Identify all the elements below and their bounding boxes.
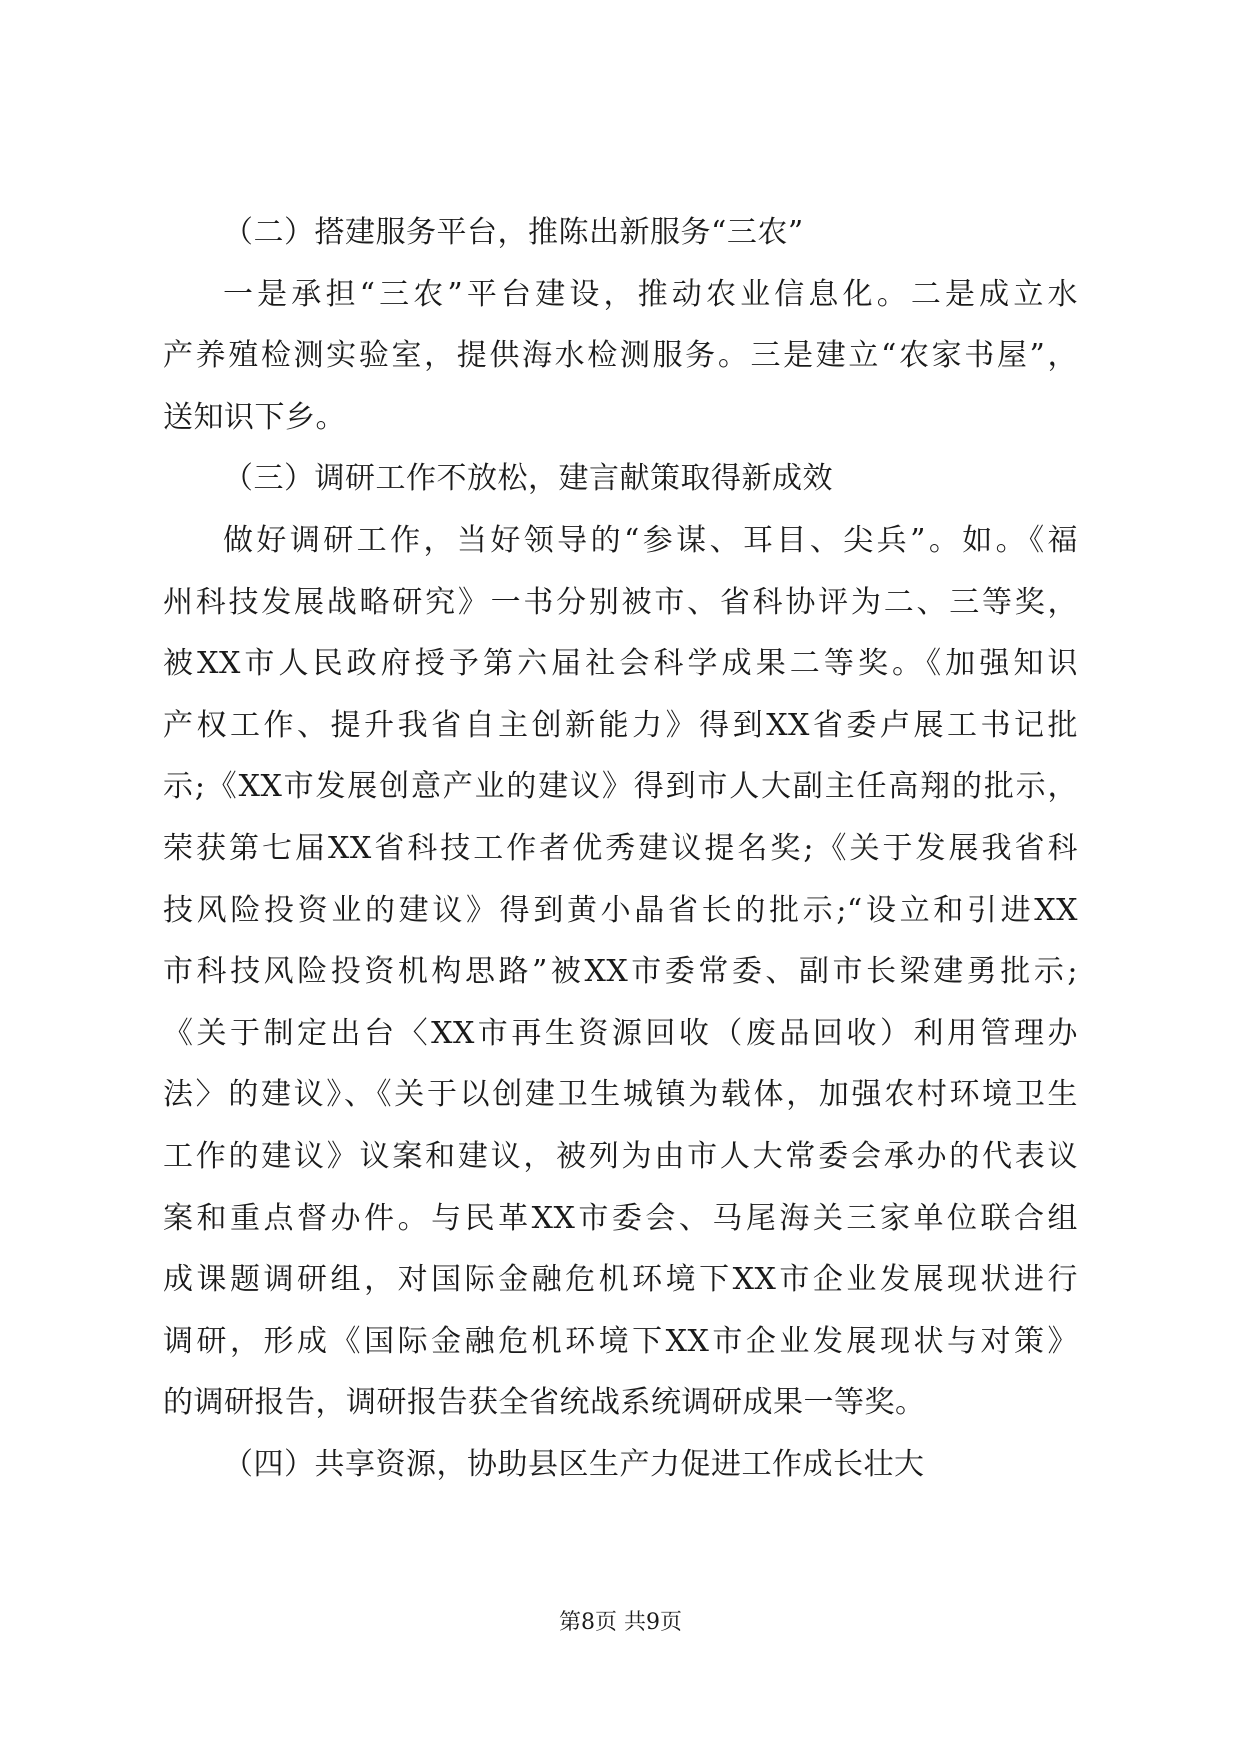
section-heading-2: （二）搭建服务平台，推陈出新服务“三农” xyxy=(223,215,804,250)
paragraph-line: 送知识下乡。 xyxy=(163,399,346,435)
paragraph-line: 《关于制定出台〈XX市再生资源回收（废品回收）利用管理办 xyxy=(163,1015,1078,1051)
paragraph-line: 产养殖检测实验室，提供海水检测服务。三是建立“农家书屋”， xyxy=(163,338,1078,374)
section-heading-3: （三）调研工作不放松，建言献策取得新成效 xyxy=(223,461,833,497)
paragraph-line: 一是承担“三农”平台建设，推动农业信息化。二是成立水 xyxy=(223,276,1078,312)
paragraph-line: 示;《XX市发展创意产业的建议》得到市人大副主任高翔的批示， xyxy=(163,769,1078,805)
paragraph-line: 州科技发展战略研究》一书分别被市、省科协评为二、三等奖， xyxy=(163,584,1078,620)
paragraph-line: 市科技风险投资机构思路”被XX市委常委、副市长梁建勇批示; xyxy=(163,954,1078,990)
paragraph-line: 调研，形成《国际金融危机环境下XX市企业发展现状与对策》 xyxy=(163,1323,1078,1359)
paragraph-line: 成课题调研组，对国际金融危机环境下XX市企业发展现状进行 xyxy=(163,1262,1078,1298)
paragraph-line: 法〉的建议》、《关于以创建卫生城镇为载体，加强农村环境卫生 xyxy=(163,1077,1078,1113)
paragraph-line: 产权工作、提升我省自主创新能力》得到XX省委卢展工书记批 xyxy=(163,707,1078,743)
paragraph-line: 案和重点督办件。与民革XX市委会、马尾海关三家单位联合组 xyxy=(163,1200,1078,1236)
paragraph-line: 被XX市人民政府授予第六届社会科学成果二等奖。《加强知识 xyxy=(163,646,1078,682)
paragraph-line: 工作的建议》议案和建议，被列为由市人大常委会承办的代表议 xyxy=(163,1138,1078,1174)
section-heading-4: （四）共享资源，协助县区生产力促进工作成长壮大 xyxy=(223,1446,925,1482)
paragraph-line: 做好调研工作，当好领导的“参谋、耳目、尖兵”。如。《福 xyxy=(223,522,1078,558)
document-body xyxy=(163,202,1078,1495)
paragraph-line: 荣获第七届XX省科技工作者优秀建议提名奖;《关于发展我省科 xyxy=(163,830,1078,866)
page-number-footer: 第8页 共9页 xyxy=(559,1610,682,1635)
paragraph-line: 技风险投资业的建议》得到黄小晶省长的批示;“设立和引进XX xyxy=(163,892,1078,928)
paragraph-line: 的调研报告，调研报告获全省统战系统调研成果一等奖。 xyxy=(163,1385,926,1421)
